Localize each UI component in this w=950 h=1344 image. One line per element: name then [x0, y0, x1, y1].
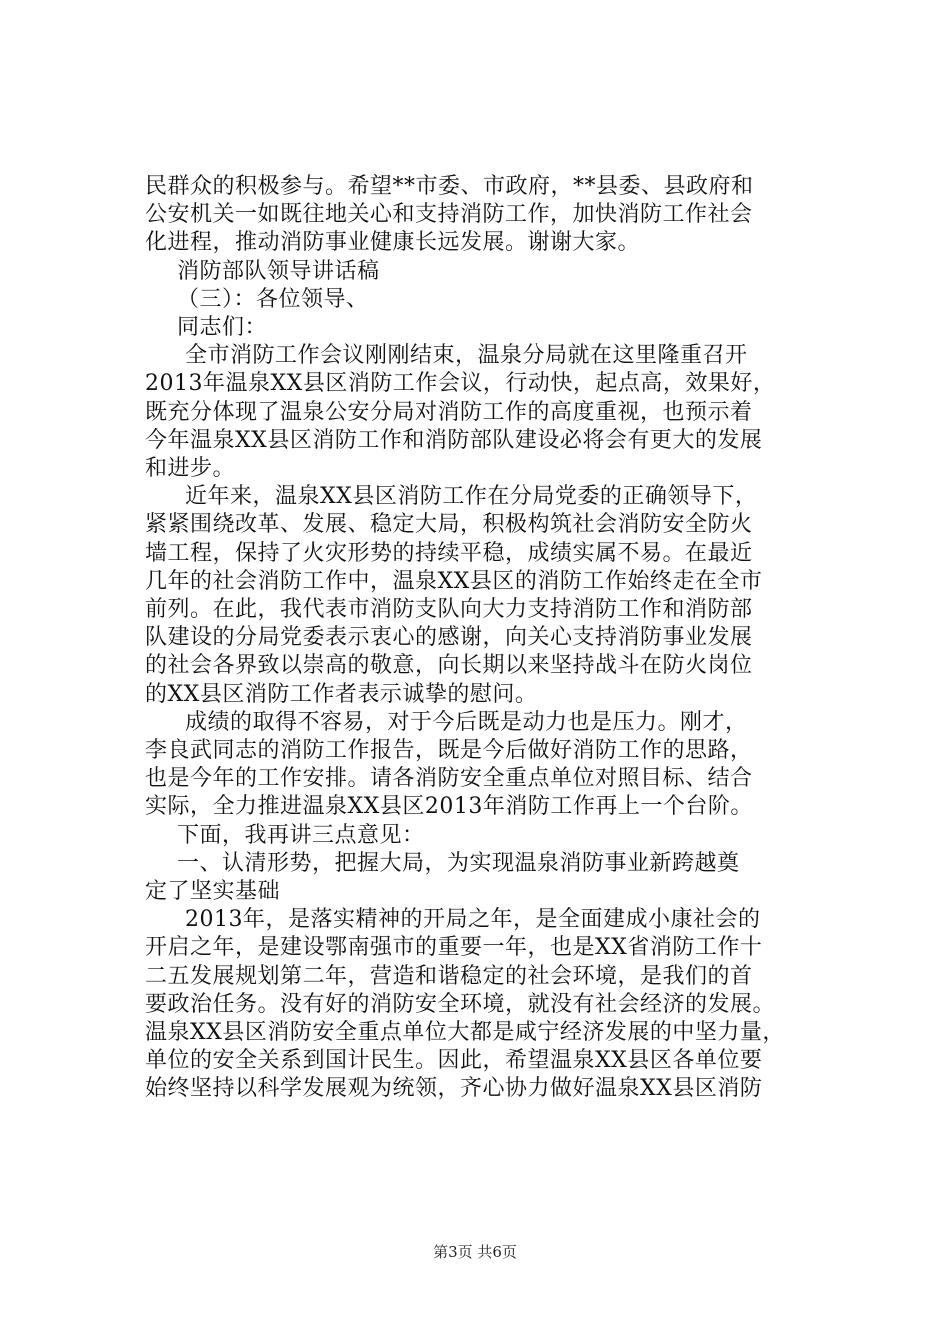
text-line: 全市消防工作会议刚刚结束，温泉分局就在这里隆重召开: [185, 343, 748, 368]
text-line: 开启之年，是建设鄂南强市的重要一年，也是XX省消防工作十: [145, 935, 763, 960]
page-footer: 第3页 共6页: [433, 1243, 517, 1261]
text-line: 实际，全力推进温泉XX县区2013年消防工作再上一个台阶。: [145, 794, 753, 819]
text-line: 今年温泉XX县区消防工作和消防部队建设必将会有更大的发展: [145, 428, 763, 453]
text-line: 成绩的取得不容易，对于今后既是动力也是压力。刚才，: [185, 710, 748, 735]
text-line: 的社会各界致以崇高的敬意，向长期以来坚持战斗在防火岗位: [145, 653, 753, 678]
text-line: 既充分体现了温泉公安分局对消防工作的高度重视，也预示着: [145, 400, 753, 425]
text-line: 墙工程，保持了火灾形势的持续平稳，成绩实属不易。在最近: [145, 541, 753, 566]
text-line: 要政治任务。没有好的消防安全环境，就没有社会经济的发展。: [145, 992, 776, 1017]
text-line: 的XX县区消防工作者表示诚挚的慰问。: [145, 682, 538, 707]
text-line: 和进步。: [145, 456, 236, 481]
text-line: 一、认清形势，把握大局，为实现温泉消防事业新跨越奠: [177, 851, 740, 876]
text-line: 二五发展规划第二年，营造和谐稳定的社会环境，是我们的首: [145, 964, 753, 989]
text-line: 也是今年的工作安排。请各消防安全重点单位对照目标、结合: [145, 766, 753, 791]
text-line: 2013年，是落实精神的开局之年，是全面建成小康社会的: [185, 907, 761, 932]
text-line: 李良武同志的消防工作报告，既是今后做好消防工作的思路，: [145, 738, 753, 763]
text-line: 近年来，温泉XX县区消防工作在分局党委的正确领导下，: [185, 484, 758, 509]
text-line: 几年的社会消防工作中，温泉XX县区的消防工作始终走在全市: [145, 569, 763, 594]
text-line: 公安机关一如既往地关心和支持消防工作，加快消防工作社会: [145, 202, 753, 227]
text-line: 民群众的积极参与。希望**市委、市政府，**县委、县政府和: [145, 174, 754, 199]
text-line: 2013年温泉XX县区消防工作会议，行动快，起点高，效果好，: [145, 371, 776, 396]
text-line: 同志们：: [177, 315, 268, 340]
text-line: 单位的安全关系到国计民生。因此，希望温泉XX县区各单位要: [145, 1048, 763, 1073]
text-line: 紧紧围绕改革、发展、稳定大局，积极构筑社会消防安全防火: [145, 512, 753, 537]
text-line: 队建设的分局党委表示衷心的感谢，向关心支持消防事业发展: [145, 625, 753, 650]
text-line: 消防部队领导讲话稿: [177, 259, 380, 284]
text-line: 始终坚持以科学发展观为统领，齐心协力做好温泉XX县区消防: [145, 1076, 763, 1101]
text-line: （三）：各位领导、: [177, 287, 369, 312]
text-line: 温泉XX县区消防安全重点单位大都是咸宁经济发展的中坚力量，: [145, 1020, 785, 1045]
text-line: 化进程，推动消防事业健康长远发展。谢谢大家。: [145, 230, 641, 255]
text-line: 下面，我再讲三点意见：: [177, 823, 425, 848]
text-line: 前列。在此，我代表市消防支队向大力支持消防工作和消防部: [145, 597, 753, 622]
text-line: 定了坚实基础: [145, 879, 281, 904]
